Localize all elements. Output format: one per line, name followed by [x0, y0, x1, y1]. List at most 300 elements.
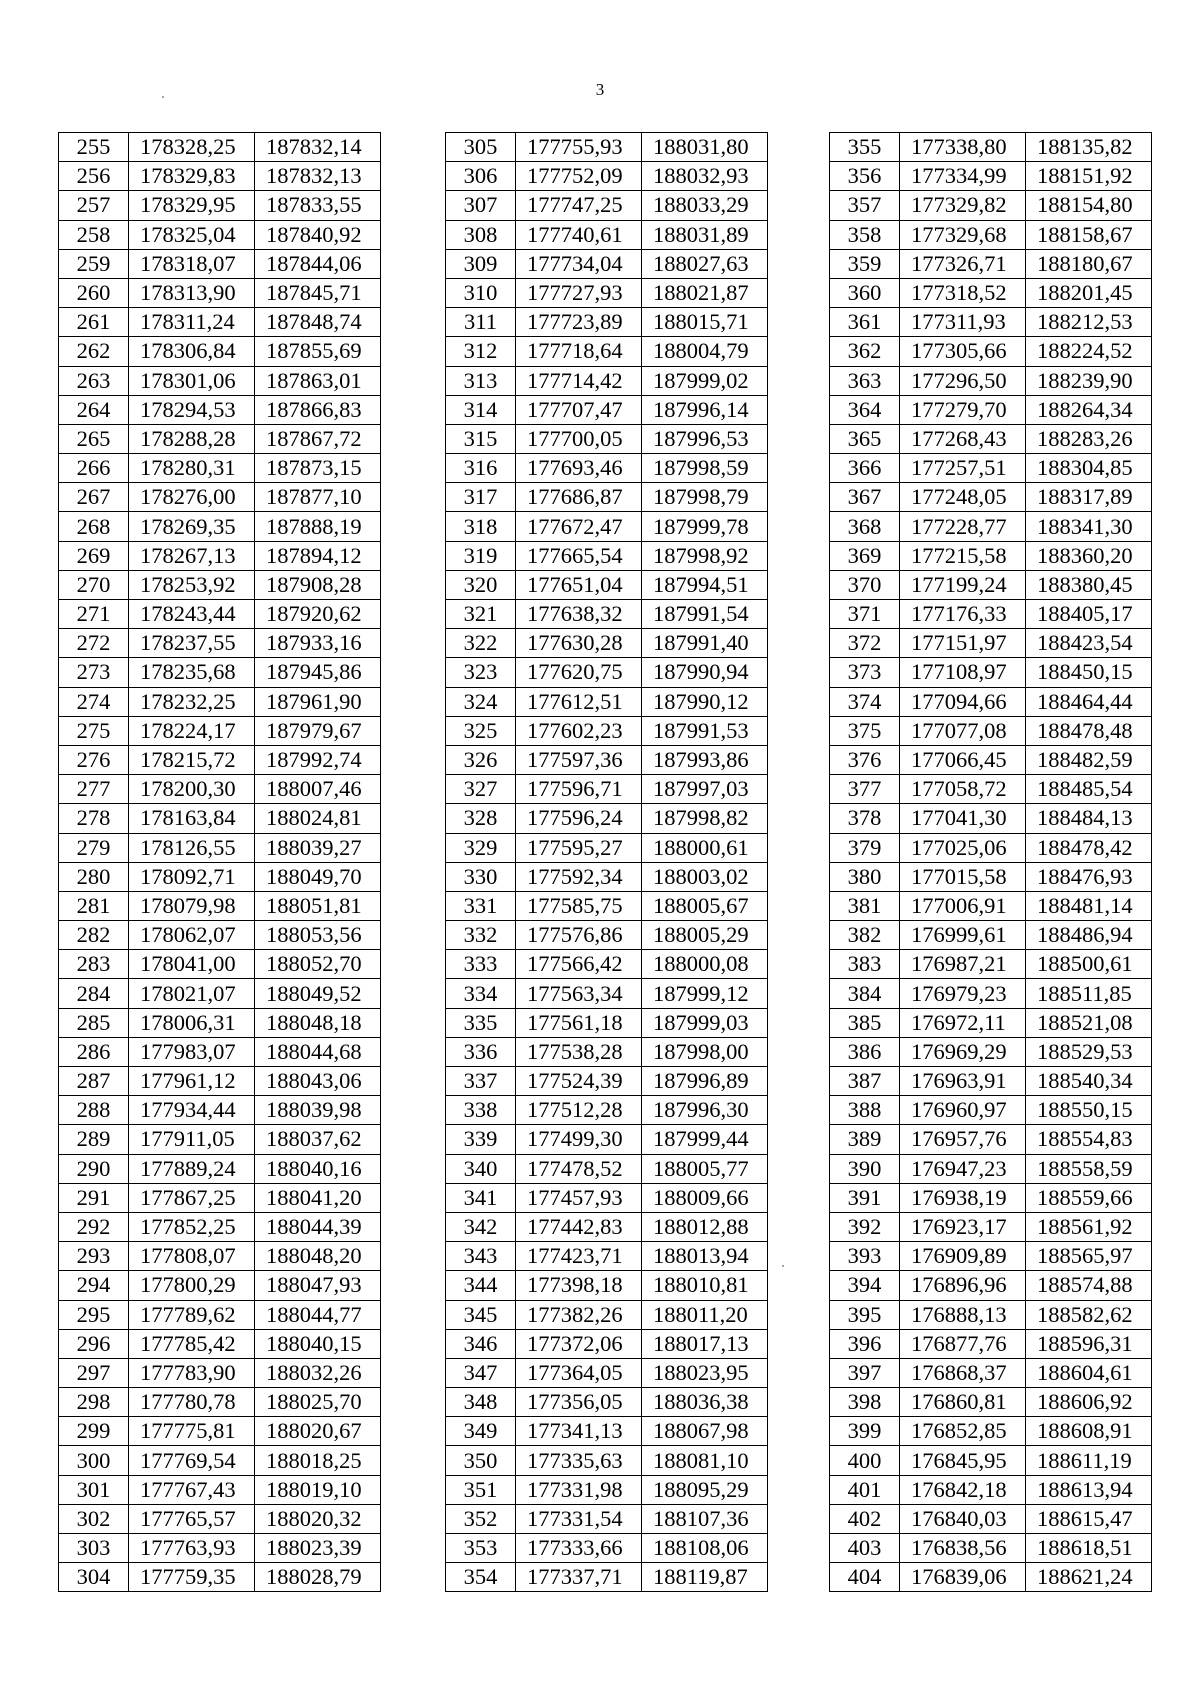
table-row [59, 483, 381, 512]
x-coordinate-cell: 177331,98 [516, 1475, 642, 1504]
point-number-cell: 298 [59, 1388, 129, 1417]
y-coordinate-cell: 188036,38 [642, 1388, 768, 1417]
point-number-cell: 391 [830, 1183, 900, 1212]
point-number-cell: 293 [59, 1242, 129, 1271]
y-coordinate-cell: 187998,79 [642, 483, 768, 512]
x-coordinate-cell: 177723,89 [516, 308, 642, 337]
y-coordinate-cell: 187832,14 [255, 133, 381, 162]
coordinates-table-1 [58, 132, 381, 1592]
table-row [59, 804, 381, 833]
point-number-cell: 306 [446, 162, 516, 191]
point-number-cell: 339 [446, 1125, 516, 1154]
point-number-cell: 404 [830, 1563, 900, 1592]
point-number-cell: 280 [59, 862, 129, 891]
table-row [446, 1067, 768, 1096]
x-coordinate-cell: 178079,98 [129, 891, 255, 920]
y-coordinate-cell: 188048,18 [255, 1008, 381, 1037]
table-row [59, 512, 381, 541]
point-number-cell: 311 [446, 308, 516, 337]
y-coordinate-cell: 187997,03 [642, 775, 768, 804]
table-row [446, 804, 768, 833]
y-coordinate-cell: 188007,46 [255, 775, 381, 804]
x-coordinate-cell: 178294,53 [129, 395, 255, 424]
y-coordinate-cell: 188023,95 [642, 1358, 768, 1387]
point-number-cell: 374 [830, 687, 900, 716]
point-number-cell: 269 [59, 541, 129, 570]
x-coordinate-cell: 176888,13 [900, 1300, 1026, 1329]
x-coordinate-cell: 177257,51 [900, 454, 1026, 483]
table-row [59, 1504, 381, 1533]
y-coordinate-cell: 187992,74 [255, 745, 381, 774]
point-number-cell: 356 [830, 162, 900, 191]
x-coordinate-cell: 177538,28 [516, 1037, 642, 1066]
point-number-cell: 286 [59, 1037, 129, 1066]
point-number-cell: 370 [830, 570, 900, 599]
table-row [830, 1067, 1152, 1096]
y-coordinate-cell: 187866,83 [255, 395, 381, 424]
y-coordinate-cell: 187990,12 [642, 687, 768, 716]
table-row [446, 1504, 768, 1533]
x-coordinate-cell: 177442,83 [516, 1212, 642, 1241]
y-coordinate-cell: 187996,30 [642, 1096, 768, 1125]
point-number-cell: 326 [446, 745, 516, 774]
point-number-cell: 390 [830, 1154, 900, 1183]
table-row [59, 1212, 381, 1241]
table-row [446, 366, 768, 395]
table-row [446, 1475, 768, 1504]
point-number-cell: 345 [446, 1300, 516, 1329]
y-coordinate-cell: 188476,93 [1026, 862, 1152, 891]
y-coordinate-cell: 188561,92 [1026, 1212, 1152, 1241]
y-coordinate-cell: 188000,08 [642, 950, 768, 979]
table-row [446, 191, 768, 220]
table-row [830, 1037, 1152, 1066]
y-coordinate-cell: 187894,12 [255, 541, 381, 570]
y-coordinate-cell: 188027,63 [642, 249, 768, 278]
x-coordinate-cell: 178215,72 [129, 745, 255, 774]
y-coordinate-cell: 188511,85 [1026, 979, 1152, 1008]
x-coordinate-cell: 177329,68 [900, 220, 1026, 249]
point-number-cell: 258 [59, 220, 129, 249]
point-number-cell: 268 [59, 512, 129, 541]
table-row [830, 483, 1152, 512]
y-coordinate-cell: 187998,92 [642, 541, 768, 570]
x-coordinate-cell: 177911,05 [129, 1125, 255, 1154]
x-coordinate-cell: 177789,62 [129, 1300, 255, 1329]
y-coordinate-cell: 187996,14 [642, 395, 768, 424]
table-row [59, 1446, 381, 1475]
table-row [830, 1475, 1152, 1504]
y-coordinate-cell: 187999,12 [642, 979, 768, 1008]
table-row [446, 658, 768, 687]
point-number-cell: 277 [59, 775, 129, 804]
y-coordinate-cell: 188044,77 [255, 1300, 381, 1329]
point-number-cell: 256 [59, 162, 129, 191]
point-number-cell: 327 [446, 775, 516, 804]
point-number-cell: 393 [830, 1242, 900, 1271]
x-coordinate-cell: 177423,71 [516, 1242, 642, 1271]
y-coordinate-cell: 187844,06 [255, 249, 381, 278]
table-row [446, 1212, 768, 1241]
point-number-cell: 330 [446, 862, 516, 891]
table-row [446, 1534, 768, 1563]
point-number-cell: 264 [59, 395, 129, 424]
page-number: 3 [595, 80, 605, 99]
y-coordinate-cell: 187863,01 [255, 366, 381, 395]
y-coordinate-cell: 188264,34 [1026, 395, 1152, 424]
y-coordinate-cell: 188582,62 [1026, 1300, 1152, 1329]
point-number-cell: 375 [830, 716, 900, 745]
y-coordinate-cell: 188550,15 [1026, 1096, 1152, 1125]
x-coordinate-cell: 177333,66 [516, 1534, 642, 1563]
table-row [59, 366, 381, 395]
x-coordinate-cell: 177334,99 [900, 162, 1026, 191]
y-coordinate-cell: 188037,62 [255, 1125, 381, 1154]
y-coordinate-cell: 188053,56 [255, 921, 381, 950]
table-row [59, 162, 381, 191]
point-number-cell: 378 [830, 804, 900, 833]
x-coordinate-cell: 177767,43 [129, 1475, 255, 1504]
x-coordinate-cell: 178329,95 [129, 191, 255, 220]
y-coordinate-cell: 188360,20 [1026, 541, 1152, 570]
x-coordinate-cell: 177808,07 [129, 1242, 255, 1271]
table-row [446, 162, 768, 191]
table-row [59, 133, 381, 162]
table-row [446, 1008, 768, 1037]
point-number-cell: 309 [446, 249, 516, 278]
y-coordinate-cell: 187945,86 [255, 658, 381, 687]
x-coordinate-cell: 177727,93 [516, 278, 642, 307]
point-number-cell: 278 [59, 804, 129, 833]
y-coordinate-cell: 188043,06 [255, 1067, 381, 1096]
table-row [446, 775, 768, 804]
x-coordinate-cell: 177889,24 [129, 1154, 255, 1183]
y-coordinate-cell: 188108,06 [642, 1534, 768, 1563]
x-coordinate-cell: 177318,52 [900, 278, 1026, 307]
point-number-cell: 324 [446, 687, 516, 716]
x-coordinate-cell: 177338,80 [900, 133, 1026, 162]
y-coordinate-cell: 187991,53 [642, 716, 768, 745]
point-number-cell: 270 [59, 570, 129, 599]
table-row [59, 191, 381, 220]
x-coordinate-cell: 177852,25 [129, 1212, 255, 1241]
x-coordinate-cell: 178288,28 [129, 424, 255, 453]
x-coordinate-cell: 177329,82 [900, 191, 1026, 220]
y-coordinate-cell: 187999,44 [642, 1125, 768, 1154]
table-row [59, 658, 381, 687]
y-coordinate-cell: 188574,88 [1026, 1271, 1152, 1300]
table-row [59, 775, 381, 804]
table-row [59, 1154, 381, 1183]
table-row [59, 1242, 381, 1271]
x-coordinate-cell: 178006,31 [129, 1008, 255, 1037]
table-row [830, 395, 1152, 424]
y-coordinate-cell: 188484,13 [1026, 804, 1152, 833]
y-coordinate-cell: 188039,27 [255, 833, 381, 862]
point-number-cell: 304 [59, 1563, 129, 1592]
x-coordinate-cell: 176896,96 [900, 1271, 1026, 1300]
x-coordinate-cell: 178325,04 [129, 220, 255, 249]
table-row [830, 1154, 1152, 1183]
y-coordinate-cell: 188052,70 [255, 950, 381, 979]
point-number-cell: 279 [59, 833, 129, 862]
x-coordinate-cell: 176845,95 [900, 1446, 1026, 1475]
point-number-cell: 296 [59, 1329, 129, 1358]
point-number-cell: 371 [830, 600, 900, 629]
point-number-cell: 380 [830, 862, 900, 891]
point-number-cell: 332 [446, 921, 516, 950]
point-number-cell: 333 [446, 950, 516, 979]
x-coordinate-cell: 178243,44 [129, 600, 255, 629]
point-number-cell: 342 [446, 1212, 516, 1241]
table-row [446, 541, 768, 570]
x-coordinate-cell: 177248,05 [900, 483, 1026, 512]
table-row [59, 950, 381, 979]
x-coordinate-cell: 177867,25 [129, 1183, 255, 1212]
y-coordinate-cell: 188608,91 [1026, 1417, 1152, 1446]
table-row [59, 979, 381, 1008]
table-row [830, 249, 1152, 278]
x-coordinate-cell: 176938,19 [900, 1183, 1026, 1212]
y-coordinate-cell: 188107,36 [642, 1504, 768, 1533]
x-coordinate-cell: 177563,34 [516, 979, 642, 1008]
x-coordinate-cell: 177296,50 [900, 366, 1026, 395]
x-coordinate-cell: 177630,28 [516, 629, 642, 658]
table-row [830, 570, 1152, 599]
table-row [59, 1329, 381, 1358]
y-coordinate-cell: 188044,39 [255, 1212, 381, 1241]
table-row [59, 1037, 381, 1066]
table-row [446, 1329, 768, 1358]
x-coordinate-cell: 177800,29 [129, 1271, 255, 1300]
table-row [446, 1563, 768, 1592]
point-number-cell: 343 [446, 1242, 516, 1271]
x-coordinate-cell: 177686,87 [516, 483, 642, 512]
y-coordinate-cell: 188095,29 [642, 1475, 768, 1504]
y-coordinate-cell: 188041,20 [255, 1183, 381, 1212]
point-number-cell: 303 [59, 1534, 129, 1563]
table-row [830, 162, 1152, 191]
x-coordinate-cell: 177672,47 [516, 512, 642, 541]
table-row [830, 1271, 1152, 1300]
table-row [446, 716, 768, 745]
point-number-cell: 295 [59, 1300, 129, 1329]
x-coordinate-cell: 177006,91 [900, 891, 1026, 920]
y-coordinate-cell: 188621,24 [1026, 1563, 1152, 1592]
y-coordinate-cell: 188151,92 [1026, 162, 1152, 191]
x-coordinate-cell: 177714,42 [516, 366, 642, 395]
x-coordinate-cell: 177058,72 [900, 775, 1026, 804]
x-coordinate-cell: 176839,06 [900, 1563, 1026, 1592]
point-number-cell: 320 [446, 570, 516, 599]
table-row [830, 512, 1152, 541]
table-row [59, 1067, 381, 1096]
y-coordinate-cell: 187996,53 [642, 424, 768, 453]
point-number-cell: 319 [446, 541, 516, 570]
scan-speck [162, 96, 164, 98]
y-coordinate-cell: 187998,82 [642, 804, 768, 833]
y-coordinate-cell: 187920,62 [255, 600, 381, 629]
x-coordinate-cell: 177215,58 [900, 541, 1026, 570]
x-coordinate-cell: 177707,47 [516, 395, 642, 424]
y-coordinate-cell: 188618,51 [1026, 1534, 1152, 1563]
table-row [830, 600, 1152, 629]
y-coordinate-cell: 187848,74 [255, 308, 381, 337]
point-number-cell: 372 [830, 629, 900, 658]
x-coordinate-cell: 176852,85 [900, 1417, 1026, 1446]
x-coordinate-cell: 177356,05 [516, 1388, 642, 1417]
table-row [446, 600, 768, 629]
point-number-cell: 335 [446, 1008, 516, 1037]
table-row [59, 220, 381, 249]
x-coordinate-cell: 177331,54 [516, 1504, 642, 1533]
y-coordinate-cell: 188020,67 [255, 1417, 381, 1446]
x-coordinate-cell: 177576,86 [516, 921, 642, 950]
y-coordinate-cell: 188049,52 [255, 979, 381, 1008]
y-coordinate-cell: 188304,85 [1026, 454, 1152, 483]
point-number-cell: 364 [830, 395, 900, 424]
x-coordinate-cell: 177199,24 [900, 570, 1026, 599]
point-number-cell: 338 [446, 1096, 516, 1125]
y-coordinate-cell: 188405,17 [1026, 600, 1152, 629]
x-coordinate-cell: 178163,84 [129, 804, 255, 833]
table-row [446, 687, 768, 716]
x-coordinate-cell: 177478,52 [516, 1154, 642, 1183]
table-row [446, 1125, 768, 1154]
y-coordinate-cell: 187933,16 [255, 629, 381, 658]
x-coordinate-cell: 177094,66 [900, 687, 1026, 716]
point-number-cell: 255 [59, 133, 129, 162]
y-coordinate-cell: 187993,86 [642, 745, 768, 774]
table-row [59, 1388, 381, 1417]
table-row [446, 921, 768, 950]
y-coordinate-cell: 188067,98 [642, 1417, 768, 1446]
table-row [59, 337, 381, 366]
x-coordinate-cell: 177596,24 [516, 804, 642, 833]
table-row [59, 921, 381, 950]
x-coordinate-cell: 177983,07 [129, 1037, 255, 1066]
table-row [446, 1358, 768, 1387]
y-coordinate-cell: 188615,47 [1026, 1504, 1152, 1533]
y-coordinate-cell: 187840,92 [255, 220, 381, 249]
table-row [830, 1417, 1152, 1446]
x-coordinate-cell: 177612,51 [516, 687, 642, 716]
y-coordinate-cell: 188478,42 [1026, 833, 1152, 862]
x-coordinate-cell: 177382,26 [516, 1300, 642, 1329]
table-row [59, 891, 381, 920]
table-row [830, 1096, 1152, 1125]
table-row [830, 1125, 1152, 1154]
table-row [830, 454, 1152, 483]
table-row [830, 629, 1152, 658]
x-coordinate-cell: 177372,06 [516, 1329, 642, 1358]
y-coordinate-cell: 188283,26 [1026, 424, 1152, 453]
point-number-cell: 353 [446, 1534, 516, 1563]
x-coordinate-cell: 177326,71 [900, 249, 1026, 278]
point-number-cell: 362 [830, 337, 900, 366]
y-coordinate-cell: 188212,53 [1026, 308, 1152, 337]
table-row [830, 1563, 1152, 1592]
point-number-cell: 367 [830, 483, 900, 512]
x-coordinate-cell: 178280,31 [129, 454, 255, 483]
point-number-cell: 292 [59, 1212, 129, 1241]
y-coordinate-cell: 188005,29 [642, 921, 768, 950]
table-row [830, 1008, 1152, 1037]
x-coordinate-cell: 176972,11 [900, 1008, 1026, 1037]
point-number-cell: 284 [59, 979, 129, 1008]
y-coordinate-cell: 187991,40 [642, 629, 768, 658]
y-coordinate-cell: 188010,81 [642, 1271, 768, 1300]
y-coordinate-cell: 187990,94 [642, 658, 768, 687]
point-number-cell: 361 [830, 308, 900, 337]
x-coordinate-cell: 178253,92 [129, 570, 255, 599]
x-coordinate-cell: 178306,84 [129, 337, 255, 366]
x-coordinate-cell: 176999,61 [900, 921, 1026, 950]
table-row [446, 424, 768, 453]
x-coordinate-cell: 177108,97 [900, 658, 1026, 687]
y-coordinate-cell: 188013,94 [642, 1242, 768, 1271]
point-number-cell: 400 [830, 1446, 900, 1475]
y-coordinate-cell: 187845,71 [255, 278, 381, 307]
x-coordinate-cell: 178329,83 [129, 162, 255, 191]
table-row [830, 745, 1152, 774]
y-coordinate-cell: 188019,10 [255, 1475, 381, 1504]
y-coordinate-cell: 188596,31 [1026, 1329, 1152, 1358]
point-number-cell: 294 [59, 1271, 129, 1300]
x-coordinate-cell: 177620,75 [516, 658, 642, 687]
x-coordinate-cell: 177364,05 [516, 1358, 642, 1387]
table-row [830, 424, 1152, 453]
table-row [59, 629, 381, 658]
y-coordinate-cell: 188032,93 [642, 162, 768, 191]
y-coordinate-cell: 188031,80 [642, 133, 768, 162]
y-coordinate-cell: 188081,10 [642, 1446, 768, 1475]
y-coordinate-cell: 188423,54 [1026, 629, 1152, 658]
x-coordinate-cell: 176979,23 [900, 979, 1026, 1008]
point-number-cell: 399 [830, 1417, 900, 1446]
point-number-cell: 397 [830, 1358, 900, 1387]
x-coordinate-cell: 178126,55 [129, 833, 255, 862]
point-number-cell: 267 [59, 483, 129, 512]
y-coordinate-cell: 187867,72 [255, 424, 381, 453]
table-row [830, 220, 1152, 249]
y-coordinate-cell: 188032,26 [255, 1358, 381, 1387]
point-number-cell: 266 [59, 454, 129, 483]
table-row [830, 862, 1152, 891]
y-coordinate-cell: 188005,77 [642, 1154, 768, 1183]
y-coordinate-cell: 188380,45 [1026, 570, 1152, 599]
point-number-cell: 344 [446, 1271, 516, 1300]
y-coordinate-cell: 187999,03 [642, 1008, 768, 1037]
x-coordinate-cell: 177651,04 [516, 570, 642, 599]
table-row [59, 862, 381, 891]
point-number-cell: 384 [830, 979, 900, 1008]
point-number-cell: 323 [446, 658, 516, 687]
point-number-cell: 282 [59, 921, 129, 950]
y-coordinate-cell: 188009,66 [642, 1183, 768, 1212]
point-number-cell: 302 [59, 1504, 129, 1533]
point-number-cell: 275 [59, 716, 129, 745]
point-number-cell: 359 [830, 249, 900, 278]
table-row [59, 1534, 381, 1563]
point-number-cell: 348 [446, 1388, 516, 1417]
x-coordinate-cell: 178235,68 [129, 658, 255, 687]
table-row [830, 133, 1152, 162]
y-coordinate-cell: 188025,70 [255, 1388, 381, 1417]
point-number-cell: 341 [446, 1183, 516, 1212]
y-coordinate-cell: 188020,32 [255, 1504, 381, 1533]
y-coordinate-cell: 188521,08 [1026, 1008, 1152, 1037]
